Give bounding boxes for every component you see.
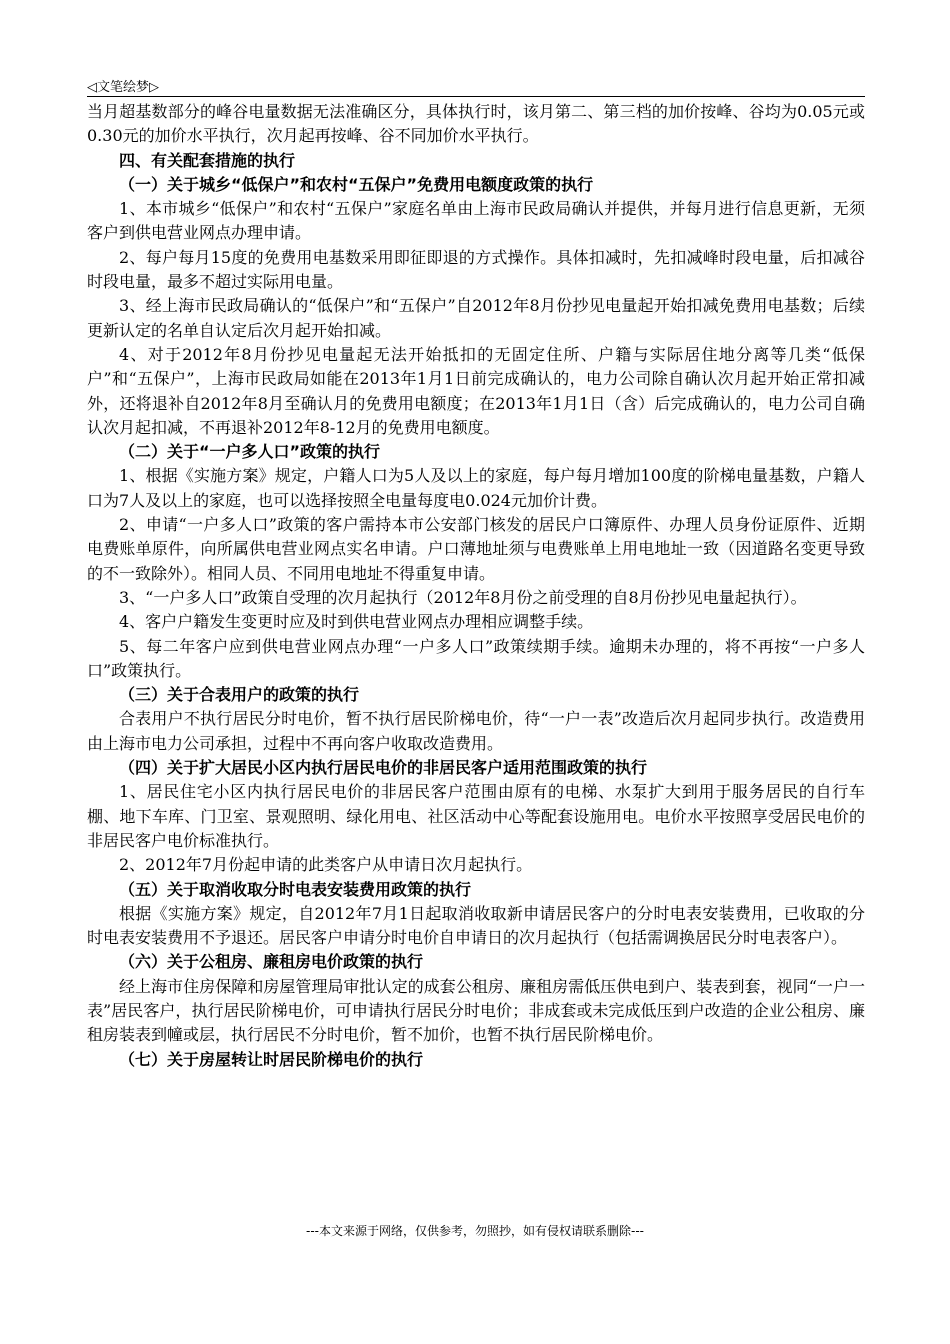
paragraph: 当月超基数部分的峰谷电量数据无法准确区分，具体执行时，该月第二、第三档的加价按峰、谷均为0.05元或0.30元的加价水平执行，次月起再按峰、谷不同加价水平执行。 [87,102,865,146]
paragraph: 2、申请“一户多人口”政策的客户需持本市公安部门核发的居民户口簿原件、办理人员身份证原件、近期电费账单原件，向所属供电营业网点实名申请。户口薄地址须与电费账单上用电地址一致（因道路名变更导致的不一致除外）。相同人员、不同用电地址不得重复申请。 [87,515,865,583]
paragraph: 4、对于2012年8月份抄见电量起无法开始抵扣的无固定住所、户籍与实际居住地分离等几类“低保户”和“五保户”，上海市民政局如能在2013年1月1日前完成确认的，电力公司除自确认次月起开始正常扣减外，还将退补自2012年8月至确认月的免费用电额度；在2013年1月1日（含）后完成确认的，电力公司自确认次月起扣减，不再退补2012年8-12月的免费用电额度。 [87,344,865,437]
paragraph: 1、居民住宅小区内执行居民电价的非居民客户范围由原有的电梯、水泵扩大到用于服务居民的自行车棚、地下车库、门卫室、景观照明、绿化用电、社区活动中心等配套设施用电。电价水平按照享受居民电价的非居民客户电价标准执行。 [87,782,865,850]
subsection-heading: （四）关于扩大居民小区内执行居民电价的非居民客户适用范围政策的执行 [119,758,648,778]
page-footer: ---本文来源于网络，仅供参考，勿照抄，如有侵权请联系删除--- [306,1224,644,1238]
document-body [87,100,865,1072]
subsection-heading: （七）关于房屋转让时居民阶梯电价的执行 [119,1049,424,1069]
subsection-heading: （三）关于合表用户的政策的执行 [119,685,360,705]
paragraph: 2、每户每月15度的免费用电基数采用即征即退的方式操作。具体扣减时，先扣减峰时段电量，后扣减谷时段电量，最多不超过实际用电量。 [87,247,865,292]
subsection-heading: （二）关于“一户多人口”政策的执行 [119,442,381,462]
subsection-heading: （六）关于公租房、廉租房电价政策的执行 [119,952,424,972]
paragraph: 4、客户户籍发生变更时应及时到供电营业网点办理相应调整手续。 [119,612,594,632]
paragraph: 3、“一户多人口”政策自受理的次月起执行（2012年8月份之前受理的自8月份抄见电量起执行）。 [119,587,807,607]
section-heading: 四、有关配套措施的执行 [119,150,296,170]
header-brand: ◁文笔绘梦▷ [87,80,159,95]
paragraph: 1、根据《实施方案》规定，户籍人口为5人及以上的家庭，每户每月增加100度的阶梯电量基数，户籍人口为7人及以上的家庭，也可以选择按照全电量每度电0.024元加价计费。 [87,466,865,510]
subsection-heading: （五）关于取消收取分时电表安装费用政策的执行 [119,879,472,899]
paragraph: 2、2012年7月份起申请的此类客户从申请日次月起执行。 [119,855,533,875]
paragraph: 合表用户不执行居民分时电价，暂不执行居民阶梯电价，待“一户一表”改造后次月起同步执行。改造费用由上海市电力公司承担，过程中不再向客户收取改造费用。 [87,709,865,753]
paragraph: 5、每二年客户应到供电营业网点办理“一户多人口”政策续期手续。逾期未办理的，将不再按“一户多人口”政策执行。 [87,636,865,680]
paragraph: 经上海市住房保障和房屋管理局审批认定的成套公租房、廉租房需低压供电到户、装表到套，视同“一户一表”居民客户，执行居民阶梯电价，可申请执行居民分时电价；非成套或未完成低压到户改造的企业公租房、廉租房装表到幢或层，执行居民不分时电价，暂不加价，也暂不执行居民阶梯电价。 [87,976,865,1045]
paragraph: 1、本市城乡“低保户”和农村“五保户”家庭名单由上海市民政局确认并提供，并每月进行信息更新，无须客户到供电营业网点办理申请。 [87,199,865,243]
page-header [87,72,865,97]
paragraph: 根据《实施方案》规定，自2012年7月1日起取消收取新申请居民客户的分时电表安装费用，已收取的分时电表安装费用不予退还。居民客户申请分时电价自申请日的次月起执行（包括需调换居民分时电表客户）。 [87,903,865,948]
subsection-heading: （一）关于城乡“低保户”和农村“五保户”免费用电额度政策的执行 [119,174,594,194]
paragraph: 3、经上海市民政局确认的“低保户”和“五保户”自2012年8月份抄见电量起开始扣减免费用电基数；后续更新认定的名单自认定后次月起开始扣减。 [87,296,865,340]
